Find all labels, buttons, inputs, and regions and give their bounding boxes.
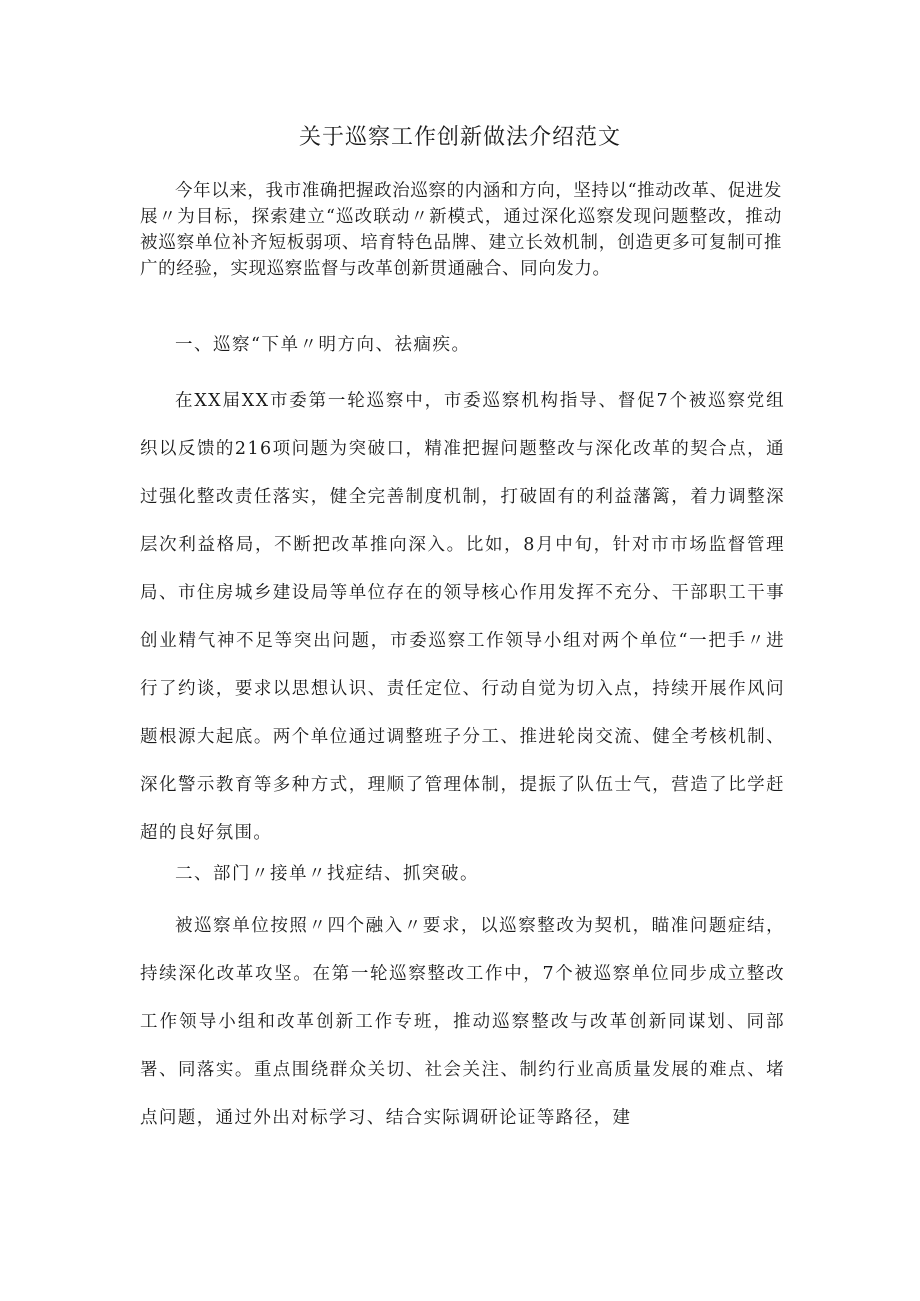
section-2-heading: 二、部门〃接单〃找症结、抓突破。 bbox=[175, 864, 479, 884]
section-1-heading: 一、巡察“下单〃明方向、祛痼疾。 bbox=[175, 335, 471, 355]
section-2-paragraph: 被巡察单位按照〃四个融入〃要求，以巡察整改为契机，瞄准问题症结，持续深化改革攻坚。在第一轮巡察整改工作中，7个被巡察单位同步成立整改工作领导小组和改革创新工作专班，推动巡察整改与改革创新同谋划、同部署、同落实。重点围绕群众关切、社会关注、制约行业高质量发展的难点、堵点问题，通过外出对标学习、结合实际调研论证等路径，建 bbox=[140, 916, 785, 1128]
section-1-paragraph: 在XX届XX市委第一轮巡察中，市委巡察机构指导、督促7个被巡察党组织以反馈的216项问题为突破口，精准把握问题整改与深化改革的契合点，通过强化整改责任落实，健全完善制度机制，打破固有的利益藩篱，着力调整深层次利益格局，不断把改革推向深入。比如，8月中旬，针对市市场监督管理局、市住房城乡建设局等单位存在的领导核心作用发挥不充分、干部职工干事创业精气神不足等突出问题，市委巡察工作领导小组对两个单位“一把手〃进行了约谈，要求以思想认识、责任定位、行动自觉为切入点，持续开展作风问题根源大起底。两个单位通过调整班子分工、推进轮岗交流、健全考核机制、深化警示教育等多种方式，理顺了管理体制，提振了队伍士气，营造了比学赶超的良好氛围。 bbox=[140, 391, 785, 843]
intro-paragraph: 今年以来，我市准确把握政治巡察的内涵和方向，坚持以“推动改革、促进发展〃为目标，探索建立“巡改联动〃新模式，通过深化巡察发现问题整改，推动被巡察单位补齐短板弱项、培育特色品牌、建立长效机制，创造更多可复制可推广的经验，实现巡察监督与改革创新贯通融合、同向发力。 bbox=[140, 181, 782, 279]
document-title: 关于巡察工作创新做法介绍范文 bbox=[298, 125, 621, 150]
